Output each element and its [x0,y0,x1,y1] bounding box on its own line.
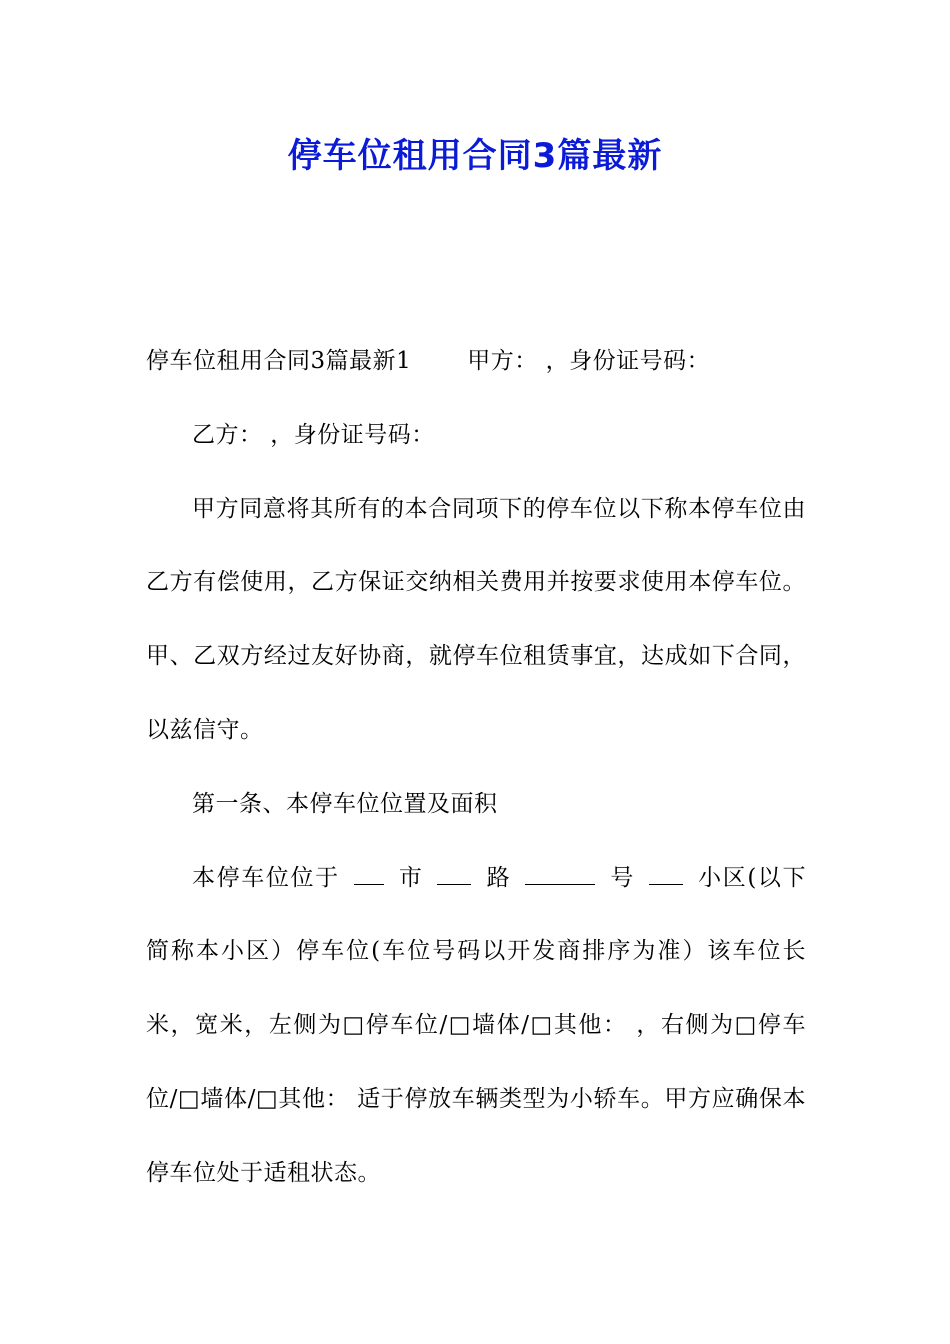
blank-road [437,866,471,885]
blank-community [649,866,683,885]
party-a-line: 甲方： ，身份证号码： [467,348,711,374]
paragraph-agreement: 甲方同意将其所有的本合同项下的停车位以下称本停车位由乙方有偿使用，乙方保证交纳相关费用并按要求使用本停车位。甲、乙双方经过友好协商，就停车位租赁事宜，达成如下合同，以兹信守。 [146,495,806,743]
article-1-part-3: 路 [485,864,512,891]
intro-heading: 停车位租用合同3篇最新1 [146,348,412,374]
blank-city [354,866,384,885]
article-1-part-4: 号 [609,864,635,891]
article-1-text [146,842,806,1211]
article-1-heading: 第一条、本停车位位置及面积 [192,790,498,817]
document-body [146,325,806,1211]
party-b-line: 乙方： ，身份证号码： [192,421,435,448]
document-title: 停车位租用合同3篇最新 [287,136,663,176]
article-1-part-1: 本停车位位于 [192,864,340,891]
intro-line [146,325,806,399]
blank-number [525,866,595,885]
article-1-part-5: 小区(以下简称本小区）停车位(车位号码以开发商排序为准）该车位长米，宽米，左侧为□停车位/□墙体/□其他： ，右侧为□停车位/□墙体/□其他： 适于停放车辆类型为小轿车。甲方应确保本停车位处于适租状态。 [146,864,807,1186]
article-1-part-2: 市 [397,864,424,891]
